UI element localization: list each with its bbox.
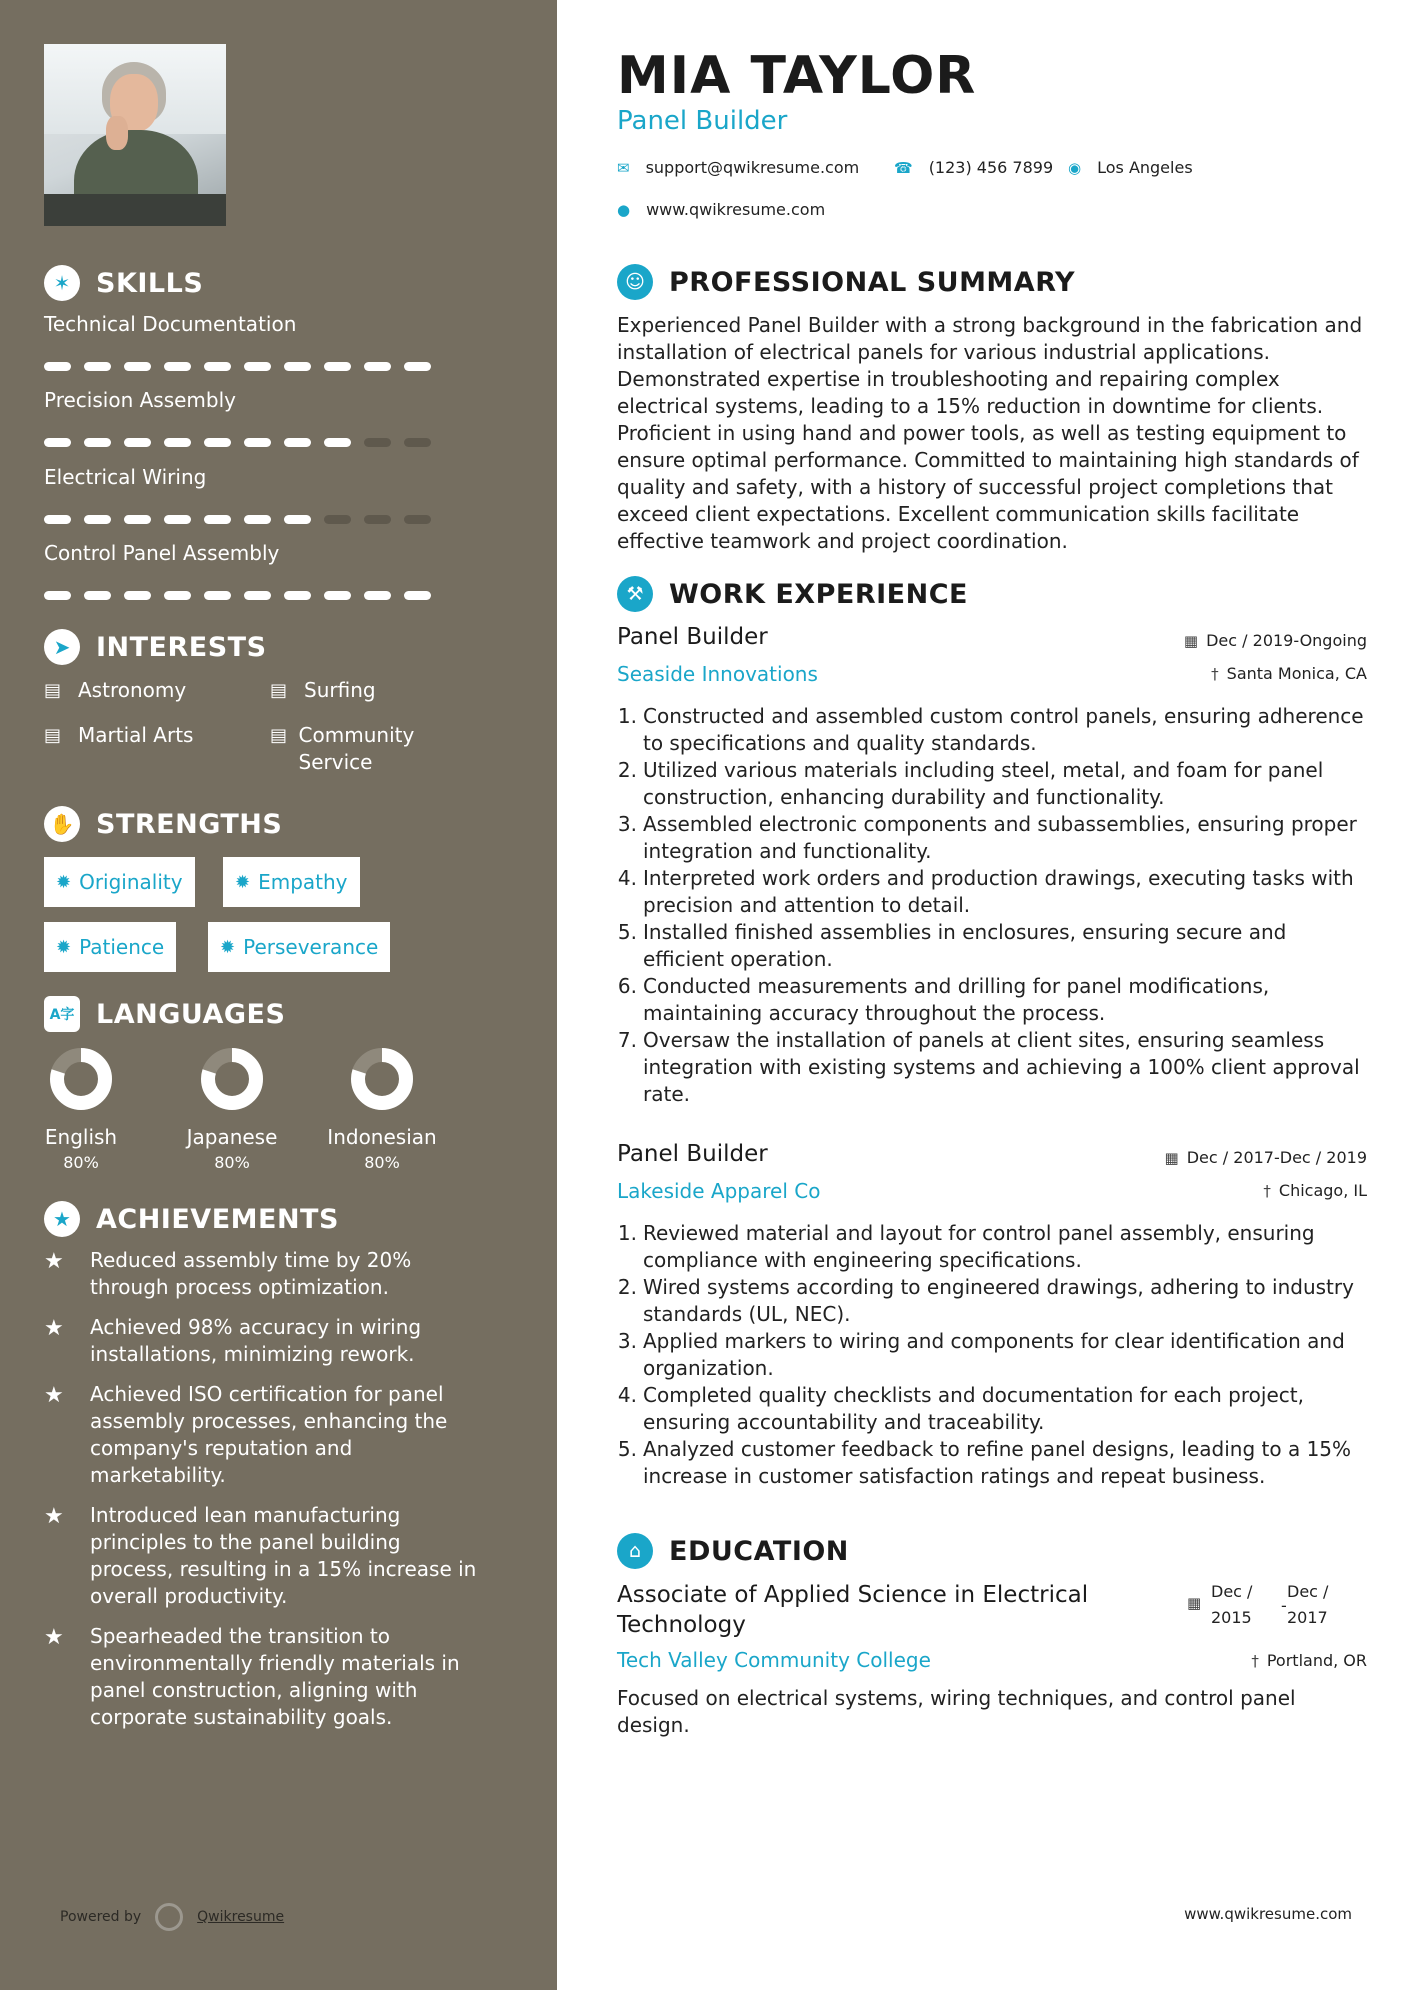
pin-icon: † [1263,1181,1271,1200]
job-location: † Santa Monica, CA [1211,664,1367,683]
skill-segment [44,438,71,447]
summary-text: Experienced Panel Builder with a strong background in the fabrication and installation of electrical panels for various industrial applications. Demonstrated expertise in troubleshooting and repairing complex electrical systems, leading to a 15% reduction in downtime for clients. Proficient in using hand and power tools, as well as testing equipment to ensure optimal performance. Committed to maintaining high standards of quality and safety, with a history of successful project completions that exceed client expectations. Excellent communication skills facilitate effective teamwork and project coordination. [617,313,1363,553]
contact-website[interactable]: ● www.qwikresume.com [617,200,826,219]
skill-name: Precision Assembly [44,388,236,412]
language-ring [49,1047,113,1111]
skill-name: Control Panel Assembly [44,541,280,565]
list-item: 5. Installed finished assemblies in enclosures, ensuring secure and efficient operation. [617,920,1287,971]
skill-segment [364,515,391,524]
globe-icon: ● [617,200,631,219]
skill-segment [204,438,231,447]
interests-title: INTERESTS [96,631,267,663]
skill-segment [244,591,271,600]
book-icon: ▤ [44,680,62,701]
achievement-item: ★ Spearheaded the transition to environmentally friendly materials in panel construction, aligning with corporate sustainability goals. [44,1624,460,1729]
graduation-cap-icon: ⌂ [617,1533,653,1569]
skill-bar [44,362,431,371]
list-item: 3. Assembled electronic components and subassemblies, ensuring proper integration and functionality. [617,812,1357,863]
contact-phone[interactable]: ☎ (123) 456 7899 [894,158,1054,177]
skill-segment [164,438,191,447]
achievements-section [44,1199,524,1239]
star-badge-icon: ★ [44,1201,80,1237]
strengths-title: STRENGTHS [96,808,283,840]
contact-email[interactable]: ✉ support@qwikresume.com [617,158,860,177]
book-icon: ▤ [44,725,62,746]
paper-plane-icon: ➤ [44,629,80,665]
strengths-section [44,804,524,844]
skill-segment [244,438,271,447]
skill-segment [124,515,151,524]
skill-segment [204,591,231,600]
skills-list [44,312,524,612]
phone-icon: ☎ [894,158,913,177]
brand-link[interactable]: Qwikresume [197,1909,285,1925]
skill-segment [324,591,351,600]
skill-segment [124,591,151,600]
badge-icon: ✹ [56,871,72,893]
star-icon: ★ [44,1504,64,1529]
badge-icon: ✹ [220,936,236,958]
pin-icon: † [1211,664,1219,683]
skill-bar [44,438,431,447]
briefcase-icon: ⚒ [617,576,653,612]
qwikresume-logo-icon [155,1903,183,1931]
job-title: Panel Builder [617,1141,768,1167]
school-location: † Portland, OR [1251,1651,1367,1670]
list-item: 1. Constructed and assembled custom control panels, ensuring adherence to specifications and quality standards. [617,704,1364,755]
skill-bar [44,515,431,524]
skill-segment [324,515,351,524]
star-icon: ★ [44,1316,64,1341]
skill-segment [164,591,191,600]
education-description: Focused on electrical systems, wiring techniques, and control panel design. [617,1686,1296,1737]
candidate-role: Panel Builder [617,106,788,136]
achievement-item: ★ Reduced assembly time by 20% through process optimization. [44,1248,412,1299]
skill-segment [364,591,391,600]
language-ring [350,1047,414,1111]
job-location: † Chicago, IL [1263,1181,1367,1200]
skill-bar [44,591,431,600]
skill-segment [284,515,311,524]
skill-segment [364,438,391,447]
job-company: Seaside Innovations [617,662,818,686]
interest-item: ▤ Astronomy [44,678,187,702]
achievements-list [44,1247,524,1747]
language-item: Japanese 80% [162,1047,302,1172]
list-item: 1. Reviewed material and layout for control panel assembly, ensuring compliance with engineering specifications. [617,1221,1315,1272]
skill-segment [244,362,271,371]
skill-segment [84,591,111,600]
strength-tag: ✹ Perseverance [208,922,390,972]
skill-segment [404,362,431,371]
sidebar [0,0,557,1990]
skill-segment [284,438,311,447]
achievement-item: ★ Introduced lean manufacturing principles to the panel building process, resulting in a 15% increase in overall productivity. [44,1503,477,1608]
education-dates: ▦ Dec / 2015 - Dec / 2017 [1187,1582,1329,1627]
skill-segment [44,591,71,600]
skill-segment [124,362,151,371]
job-title: Panel Builder [617,624,768,650]
language-ring [200,1047,264,1111]
skill-segment [164,515,191,524]
calendar-icon: ▦ [1164,1148,1179,1167]
skill-segment [404,438,431,447]
list-item: 4. Interpreted work orders and production drawings, executing tasks with precision and attention to detail. [617,866,1354,917]
badge-icon: ✹ [56,936,72,958]
skill-segment [324,362,351,371]
skill-segment [404,591,431,600]
book-icon: ▤ [270,680,288,701]
skill-segment [404,515,431,524]
skill-segment [44,362,71,371]
skill-name: Technical Documentation [44,312,297,336]
powered-by: Powered by Qwikresume [60,1903,284,1931]
skill-segment [324,438,351,447]
job-duties [617,1220,1367,1490]
user-icon: ☺ [617,264,653,300]
interest-item: ▤ Community Service [270,723,415,774]
skill-segment [124,438,151,447]
achievement-item: ★ Achieved 98% accuracy in wiring installations, minimizing rework. [44,1315,422,1366]
strength-tag: ✹ Originality [44,857,195,907]
list-item: 2. Wired systems according to engineered drawings, adhering to industry standards (UL, NEC). [617,1275,1354,1326]
skill-segment [284,591,311,600]
strength-tag: ✹ Empathy [223,857,360,907]
star-icon: ★ [44,1625,64,1650]
experience-header: ⚒ WORK EXPERIENCE [617,576,968,612]
skill-name: Electrical Wiring [44,465,207,489]
job-company: Lakeside Apparel Co [617,1179,821,1203]
languages-title: LANGUAGES [96,998,286,1030]
list-item: 2. Utilized various materials including steel, metal, and foam for panel construction, enhancing durability and functionality. [617,758,1324,809]
strength-tag: ✹ Patience [44,922,176,972]
star-icon: ★ [44,1383,64,1408]
lightbulb-icon: ✶ [44,265,80,301]
list-item: 5. Analyzed customer feedback to refine panel designs, leading to a 15% increase in customer satisfaction ratings and repeat business. [617,1437,1352,1488]
skill-segment [364,362,391,371]
degree-title: Associate of Applied Science in Electrical Technology [617,1582,1089,1638]
language-item: Indonesian 80% [312,1047,452,1172]
skill-segment [84,362,111,371]
language-icon: A字 [44,996,80,1032]
interest-item: ▤ Surfing [270,678,376,702]
footer-url[interactable]: www.qwikresume.com [1184,1905,1352,1923]
list-item: 3. Applied markers to wiring and components for clear identification and organization. [617,1329,1345,1380]
calendar-icon: ▦ [1187,1594,1202,1612]
envelope-icon: ✉ [617,158,630,177]
skill-segment [284,362,311,371]
skills-title: SKILLS [96,267,204,299]
job-dates: ▦ Dec / 2019-Ongoing [1183,631,1367,650]
job-dates: ▦ Dec / 2017-Dec / 2019 [1164,1148,1367,1167]
candidate-name: MIA TAYLOR [617,46,977,106]
list-item: 7. Oversaw the installation of panels at client sites, ensuring seamless integration with existing systems and achieving a 100% client approval rate. [617,1028,1360,1106]
skill-segment [84,438,111,447]
profile-photo [44,44,226,226]
list-item: 6. Conducted measurements and drilling for panel modifications, maintaining accuracy throughout the process. [617,974,1270,1025]
skill-segment [244,515,271,524]
contact-location: ◉ Los Angeles [1068,158,1193,177]
star-icon: ★ [44,1249,64,1274]
pin-icon: † [1251,1651,1259,1670]
interest-item: ▤ Martial Arts [44,723,194,747]
language-item: English 80% [11,1047,151,1172]
achievements-title: ACHIEVEMENTS [96,1203,339,1235]
languages-section [44,994,524,1034]
badge-icon: ✹ [235,871,251,893]
skill-segment [204,515,231,524]
school-name: Tech Valley Community College [617,1648,931,1672]
list-item: 4. Completed quality checklists and documentation for each project, ensuring accountability and traceability. [617,1383,1304,1434]
summary-header: ☺ PROFESSIONAL SUMMARY [617,264,1075,300]
skill-segment [44,515,71,524]
interests-section [44,627,524,667]
map-pin-icon: ◉ [1068,158,1082,177]
job-duties [617,703,1367,1108]
skills-section [44,263,524,303]
skill-segment [204,362,231,371]
hand-icon: ✋ [44,806,80,842]
book-icon: ▤ [270,725,288,746]
achievement-item: ★ Achieved ISO certification for panel assembly processes, enhancing the company's reputation and marketability. [44,1382,448,1487]
skill-segment [84,515,111,524]
education-header: ⌂ EDUCATION [617,1533,849,1569]
calendar-icon: ▦ [1183,631,1199,650]
skill-segment [164,362,191,371]
